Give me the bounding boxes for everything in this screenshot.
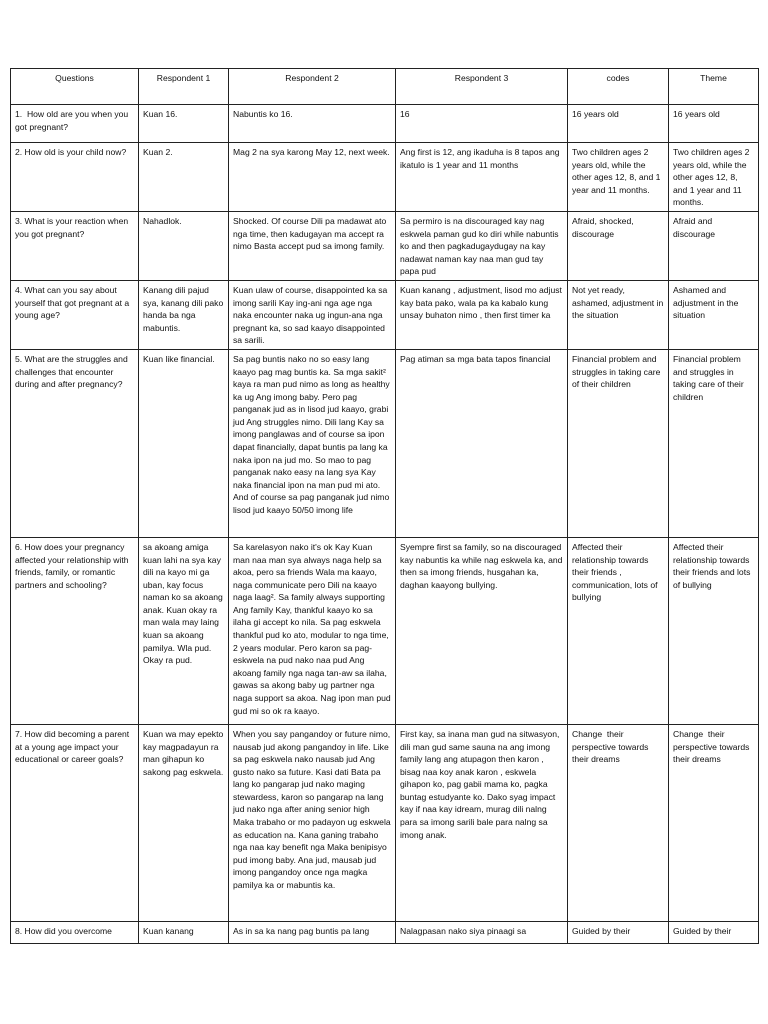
- respondent-2-answer: Shocked. Of course Dili pa madawat ato nga time, then kadugayan ma accept ra nimo Basta accept pud sa imong family.: [233, 215, 389, 252]
- respondent-3-answer: 16: [400, 109, 410, 119]
- question-cell: [11, 537, 139, 724]
- respondent-1-cell: [139, 280, 229, 349]
- respondent-3-answer: Pag atiman sa mga bata tapos financial: [400, 353, 551, 364]
- header-respondent-1: Respondent 1: [139, 69, 229, 105]
- respondent-2-answer: As in sa ka nang pag buntis pa lang: [233, 925, 370, 936]
- respondent-3-cell: [396, 280, 568, 349]
- question-text: 6. How does your pregnancy affected your relationship with friends, family, or romantic partners and schooling?: [15, 541, 131, 590]
- header-theme: Theme: [669, 69, 759, 105]
- theme-cell: [669, 724, 759, 921]
- thematic-analysis-table-container: [10, 68, 758, 944]
- table-row: [11, 537, 759, 724]
- question-cell: [11, 105, 139, 143]
- table-row: [11, 105, 759, 143]
- question-text: 7. How did becoming a parent at a young age impact your educational or career goals?: [15, 728, 132, 765]
- header-respondent-3: Respondent 3: [396, 69, 568, 105]
- respondent-1-cell: [139, 143, 229, 212]
- code-text: Not yet ready, ashamed, adjustment in the situation: [572, 284, 666, 321]
- theme-cell: [669, 349, 759, 537]
- code-text: Guided by their: [572, 925, 631, 936]
- respondent-1-cell: [139, 211, 229, 280]
- table-row: [11, 724, 759, 921]
- respondent-3-cell: [396, 211, 568, 280]
- code-cell: [568, 537, 669, 724]
- respondent-3-cell: [396, 143, 568, 212]
- respondent-1-cell: [139, 921, 229, 943]
- header-respondent-2: Respondent 2: [229, 69, 396, 105]
- respondent-2-cell: [229, 280, 396, 349]
- table-row: [11, 211, 759, 280]
- respondent-3-cell: [396, 921, 568, 943]
- code-cell: [568, 211, 669, 280]
- code-text: Two children ages 2 years old, while the other ages 12, 8, and 1 year and 11 months.: [572, 147, 663, 195]
- theme-text: Afraid and discourage: [673, 215, 716, 239]
- respondent-3-cell: [396, 349, 568, 537]
- code-cell: [568, 724, 669, 921]
- theme-cell: [669, 921, 759, 943]
- code-text: Financial problem and struggles in taking care of their children: [572, 353, 663, 390]
- theme-cell: [669, 105, 759, 143]
- respondent-2-cell: [229, 921, 396, 943]
- respondent-3-cell: [396, 105, 568, 143]
- respondent-2-answer: Nabuntis ko 16.: [233, 109, 293, 119]
- respondent-2-answer: When you say pangandoy or future nimo, nausab jud akong pangandoy in life. Like sa pag eskwela nako nausab jud Ang gusto nako sa future. Kasi dati Bata pa lang ko pangarap jud nako maging stewardess, karon so pangarap na lang jud nako nga after aning senior high Maka trabaho or mo padayon ug eskwela as education na. Kana ganing trabaho nga naa kay benefit nga Maka benipisyo pud imong baby. Ana jud, mausab jud imong pangandoy once nga magka pamilya ka or mabuntis ka.: [233, 728, 394, 891]
- respondent-2-cell: [229, 724, 396, 921]
- theme-cell: [669, 537, 759, 724]
- respondent-2-answer: Kuan ulaw of course, disappointed ka sa imong sarili Kay ing-ani nga age nga naka encounter naka ug ingun-ana nga pregnant ka, so sad kaayo disappointed sa sarili.: [233, 284, 390, 346]
- code-cell: [568, 280, 669, 349]
- respondent-3-cell: [396, 724, 568, 921]
- respondent-1-answer: Nahadlok.: [143, 215, 182, 226]
- question-cell: [11, 724, 139, 921]
- theme-text: 16 years old: [673, 109, 720, 119]
- header-questions: Questions: [11, 69, 139, 105]
- code-text: 16 years old: [572, 109, 619, 119]
- question-text: 2. How old is your child now?: [15, 147, 127, 157]
- table-row: [11, 349, 759, 537]
- respondent-2-answer: Sa karelasyon nako it's ok Kay Kuan man naa man sya always naga help sa akoa, pero sa friends Wala ma kaayo, naga communicate pero Dili na kaayo naga laag². Sa family always supporting Ang family Kay, thankful kaayo ko sa ilaha gi accept ko nila. Sa pag eskwela thankful pud ko ato, modular to nga time, 2 years modular. Pero karon sa pag-eskwela na pud nako naa pud Ang akoang family nga naga tan-aw sa ilaha, gawas sa akong baby ug partner nga naga support sa akoa. Nag ipon man pud gud mi so ok ra kaayo.: [233, 541, 394, 716]
- theme-cell: [669, 280, 759, 349]
- theme-text: Change their perspective towards their dreams: [673, 728, 752, 765]
- theme-text: Financial problem and struggles in taking care of their children: [673, 353, 747, 402]
- respondent-3-answer: Nalagpasan nako siya pinaagi sa: [400, 925, 527, 936]
- respondent-1-cell: [139, 537, 229, 724]
- respondent-2-cell: [229, 143, 396, 212]
- code-cell: [568, 143, 669, 212]
- thematic-analysis-table: [10, 68, 759, 944]
- theme-text: Two children ages 2 years old, while the other ages 12, 8, and 1 year and 11 months.: [673, 147, 752, 208]
- respondent-3-answer: Syempre first sa family, so na discouraged kay nabuntis ka while nag eskwela ka, and then sa imong friends, husgahan ka, daghan kaayong bullying.: [400, 541, 565, 590]
- respondent-1-answer: Kuan like financial.: [143, 353, 215, 364]
- respondent-1-answer: Kuan kanang: [143, 925, 194, 936]
- respondent-2-answer: Mag 2 na sya karong May 12, next week.: [233, 147, 390, 157]
- respondent-2-cell: [229, 537, 396, 724]
- respondent-2-answer: Sa pag buntis nako no so easy lang kaayo pag mag buntis ka. Sa mga sakit² kaya ra man pud nimo as long as healthy ka ug Ang imong baby. Pero pag panganak jud as in lisod jud kaayo, grabi jud Ang struggles nimo. Dili lang Kay sa imong panglawas and of course sa ipon dapat financially, dapat buntis pa lang ka naka ipon na jud mo. So mao to pag panganak nako easy na lang sya Kay naka financial ipon na man pud mi ato. And of course sa pag panganak jud nimo lisod jud kaayo 50/50 imong life: [233, 353, 393, 516]
- respondent-1-answer: Kanang dili pajud sya, kanang dili pako handa ba nga mabuntis.: [143, 284, 226, 333]
- theme-text: Guided by their: [673, 925, 732, 936]
- question-text: 3. What is your reaction when you got pregnant?: [15, 215, 131, 239]
- code-text: Change their perspective towards their dreams: [572, 728, 651, 765]
- question-text: 5. What are the struggles and challenges that encounter during and after pregnancy?: [15, 353, 131, 390]
- theme-text: Ashamed and adjustment in the situation: [673, 284, 741, 321]
- question-text: 1. How old are you when you got pregnant?: [15, 109, 131, 132]
- respondent-1-answer: Kuan 16.: [143, 109, 178, 119]
- respondent-1-answer: Kuan wa may epekto kay magpadayun ra man gihapun ko sakong pag eskwela.: [143, 728, 226, 777]
- question-cell: [11, 211, 139, 280]
- theme-cell: [669, 211, 759, 280]
- question-text: 4. What can you say about yourself that got pregnant at a young age?: [15, 284, 132, 321]
- table-row: [11, 143, 759, 212]
- question-cell: [11, 143, 139, 212]
- respondent-1-cell: [139, 349, 229, 537]
- respondent-1-cell: [139, 105, 229, 143]
- respondent-2-cell: [229, 349, 396, 537]
- respondent-3-cell: [396, 537, 568, 724]
- respondent-3-answer: Kuan kanang , adjustment, lisod mo adjust kay bata pako, wala pa ka kabalo kung unsay buhaton nimo , then first timer ka: [400, 284, 565, 321]
- respondent-3-answer: First kay, sa inana man gud na sitwasyon, dili man gud same sauna na ang imong family lang ang atupagon then karon , bisag naa koy anak karon , eskwela gihapon ko, pag gabii mama ko, pagka buntag estudyante ko. Dako syag impact kay if naa kay idream, murag dili nalng para sa imong sarili bale para nalng sa imong anak.: [400, 728, 562, 840]
- question-cell: [11, 280, 139, 349]
- code-text: Affected their relationship towards their friends , communication, lots of bullying: [572, 541, 660, 603]
- respondent-3-answer: Ang first is 12, ang ikaduha is 8 tapos ang ikatulo is 1 year and 11 months: [400, 147, 562, 170]
- question-text: 8. How did you overcome: [15, 925, 112, 936]
- code-text: Afraid, shocked, discourage: [572, 215, 637, 239]
- table-row: [11, 921, 759, 943]
- code-cell: [568, 921, 669, 943]
- respondent-2-cell: [229, 105, 396, 143]
- theme-cell: [669, 143, 759, 212]
- question-cell: [11, 349, 139, 537]
- code-cell: [568, 349, 669, 537]
- respondent-1-cell: [139, 724, 229, 921]
- respondent-3-answer: Sa permiro is na discouraged kay nag eskwela paman gud ko diri while nabuntis ko and then pagkadugaydugay na kay nadawat naman kay naa man gud tay papa pud: [400, 215, 561, 277]
- respondent-1-answer: sa akoang amiga kuan lahi na sya kay dili na kayo mi ga uban, kay focus naman ko sa akoang anak. Kuan okay ra man wala may laing kuan sa akoang pamilya. Wla pud. Okay ra pud.: [143, 541, 226, 666]
- respondent-2-cell: [229, 211, 396, 280]
- table-row: [11, 280, 759, 349]
- header-codes: codes: [568, 69, 669, 105]
- theme-text: Affected their relationship towards their friends and lots of bullying: [673, 541, 753, 590]
- table-header-row: [11, 69, 759, 105]
- respondent-1-answer: Kuan 2.: [143, 147, 173, 157]
- question-cell: [11, 921, 139, 943]
- code-cell: [568, 105, 669, 143]
